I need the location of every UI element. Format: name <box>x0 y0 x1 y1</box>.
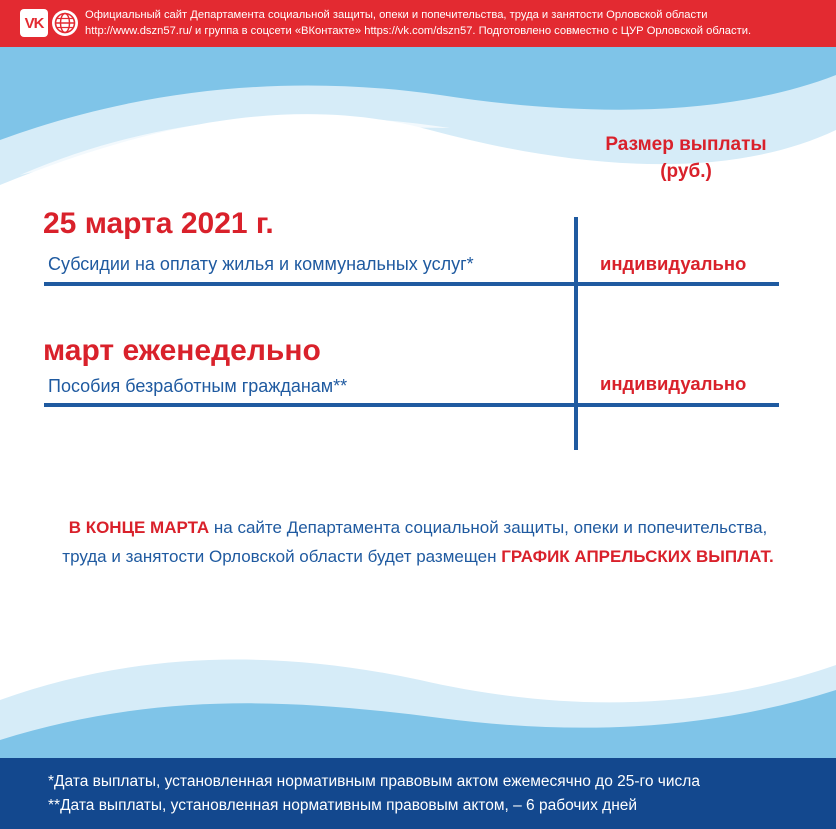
row-2-amount: индивидуально <box>600 373 747 394</box>
row-1-amount: индивидуально <box>600 253 747 274</box>
notice-highlight-april-schedule: ГРАФИК АПРЕЛЬСКИХ ВЫПЛАТ. <box>501 547 774 566</box>
row-1-date: 25 марта 2021 г. <box>43 207 274 240</box>
notice-body: на сайте Департамента социальной защиты, опеки и попечительства, труда и занятости Орловской области будет размещен <box>62 518 768 566</box>
row-2-date: март еженедельно <box>43 334 321 367</box>
footnotes-bar <box>0 758 836 829</box>
header-bar <box>0 0 836 47</box>
amount-column-header: Размер выплаты (руб.) <box>605 134 767 182</box>
row-1-underline <box>44 282 779 286</box>
column-divider <box>574 217 578 450</box>
header-text <box>85 7 830 39</box>
vk-logo-icon[interactable]: VK <box>20 9 48 37</box>
april-schedule-notice <box>60 513 776 571</box>
row-2-underline <box>44 403 779 407</box>
footnote-1: *Дата выплаты, установленная нормативным правовым актом ежемесячно до 25-го числа <box>48 773 700 790</box>
footnote-2: **Дата выплаты, установленная нормативным правовым актом, – 6 рабочих дней <box>48 797 638 814</box>
notice-highlight-end-of-march: В КОНЦЕ МАРТА <box>68 518 210 537</box>
row-1-item: Субсидии на оплату жилья и коммунальных услуг* <box>48 254 474 274</box>
globe-icon[interactable] <box>51 9 79 37</box>
header-line-2[interactable]: http://www.dszn57.ru/ и группа в соцсети «ВКонтакте» https://vk.com/dszn57. Подготовлено совместно с ЦУР Орловской области. <box>85 25 752 37</box>
header-line-1: Официальный сайт Департамента социальной защиты, опеки и попечительства, труда и занятости Орловской области <box>85 9 708 21</box>
row-2-item: Пособия безработным гражданам** <box>48 376 348 396</box>
header-logos <box>20 9 79 37</box>
